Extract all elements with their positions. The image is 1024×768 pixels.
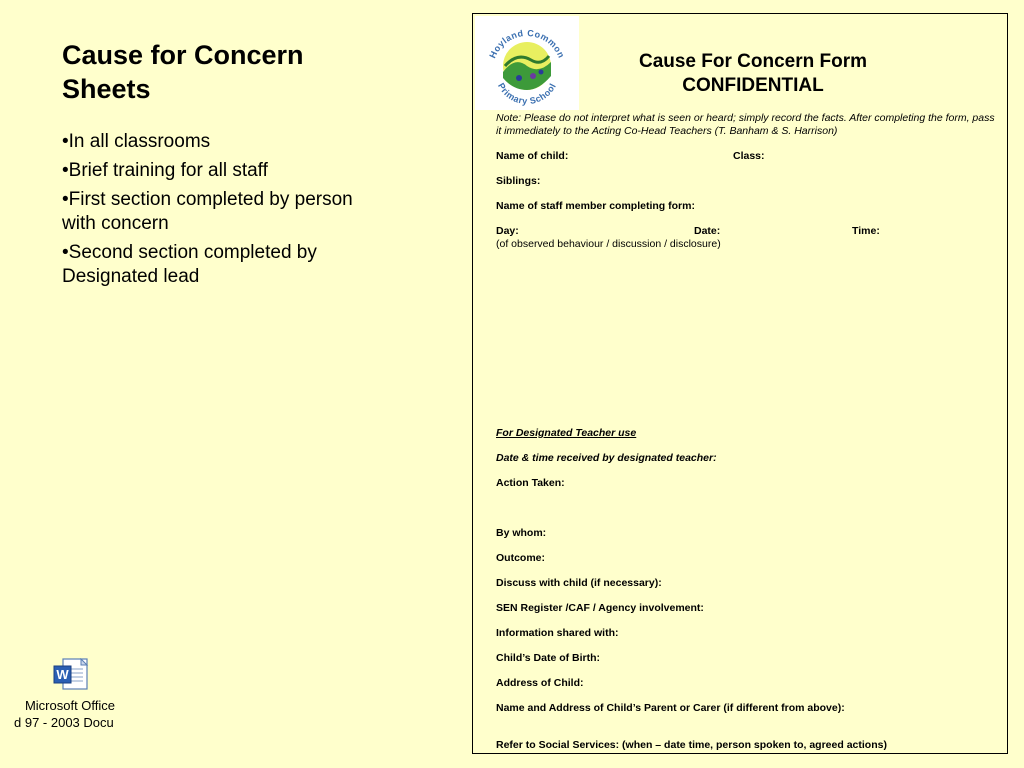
form-title xyxy=(603,50,903,98)
field-date-time-received: Date & time received by designated teacher: xyxy=(496,452,717,464)
svg-text:Primary School: Primary School xyxy=(495,81,558,107)
form-body xyxy=(496,112,996,752)
field-siblings: Siblings: xyxy=(496,175,541,187)
name-of-child-label: Name of child: xyxy=(496,150,569,162)
date-label: Date: xyxy=(694,225,721,237)
embedded-word-document[interactable] xyxy=(0,655,140,735)
bullet-item: •Brief training for all staff xyxy=(62,160,268,181)
field-refer-social-services: Refer to Social Services: (when – date time, person spoken to, agreed actions) xyxy=(496,739,887,751)
svg-text:Hoyland Common: Hoyland Common xyxy=(487,27,567,60)
field-action-taken: Action Taken: xyxy=(496,477,565,489)
bullet-list xyxy=(62,130,382,294)
field-name-of-child xyxy=(496,150,996,163)
bullet-item: •In all classrooms xyxy=(62,131,211,152)
designated-teacher-heading: For Designated Teacher use xyxy=(496,427,637,439)
embedded-object-caption xyxy=(0,697,140,731)
day-label: Day: xyxy=(496,225,519,237)
bullet-item: •First section completed by person with concern xyxy=(62,189,353,234)
field-parent-address: Name and Address of Child’s Parent or Carer (if different from above): xyxy=(496,702,845,714)
field-child-dob: Child’s Date of Birth: xyxy=(496,652,601,664)
school-logo xyxy=(475,16,579,110)
word-document-icon[interactable] xyxy=(53,658,89,692)
field-by-whom: By whom: xyxy=(496,527,547,539)
bullet-item: •Second section completed by Designated lead xyxy=(62,242,317,287)
field-info-shared: Information shared with: xyxy=(496,627,619,639)
field-outcome: Outcome: xyxy=(496,552,546,564)
field-sen-register: SEN Register /CAF / Agency involvement: xyxy=(496,602,704,614)
time-label: Time: xyxy=(852,225,880,237)
cause-for-concern-form-image xyxy=(472,13,1008,754)
form-title-line2: CONFIDENTIAL xyxy=(682,75,824,96)
observed-note: (of observed behaviour / discussion / disclosure) xyxy=(496,238,721,250)
slide-title: Cause for Concern Sheets xyxy=(62,40,304,104)
caption-line-1: Microsoft Office xyxy=(24,698,116,713)
class-label: Class: xyxy=(733,150,765,162)
form-note: Note: Please do not interpret what is seen or heard; simply record the facts. After completing the form, pass it immediately to the Acting Co-Head Teachers (T. Banham & S. Harrison) xyxy=(496,112,995,137)
field-address-child: Address of Child: xyxy=(496,677,584,689)
svg-text:W: W xyxy=(56,667,69,682)
field-staff-member: Name of staff member completing form: xyxy=(496,200,695,212)
caption-line-2: d 97 - 2003 Docu xyxy=(14,715,114,730)
field-day-date-time xyxy=(496,225,996,238)
field-discuss-child: Discuss with child (if necessary): xyxy=(496,577,662,589)
form-title-line1: Cause For Concern Form xyxy=(638,51,868,72)
